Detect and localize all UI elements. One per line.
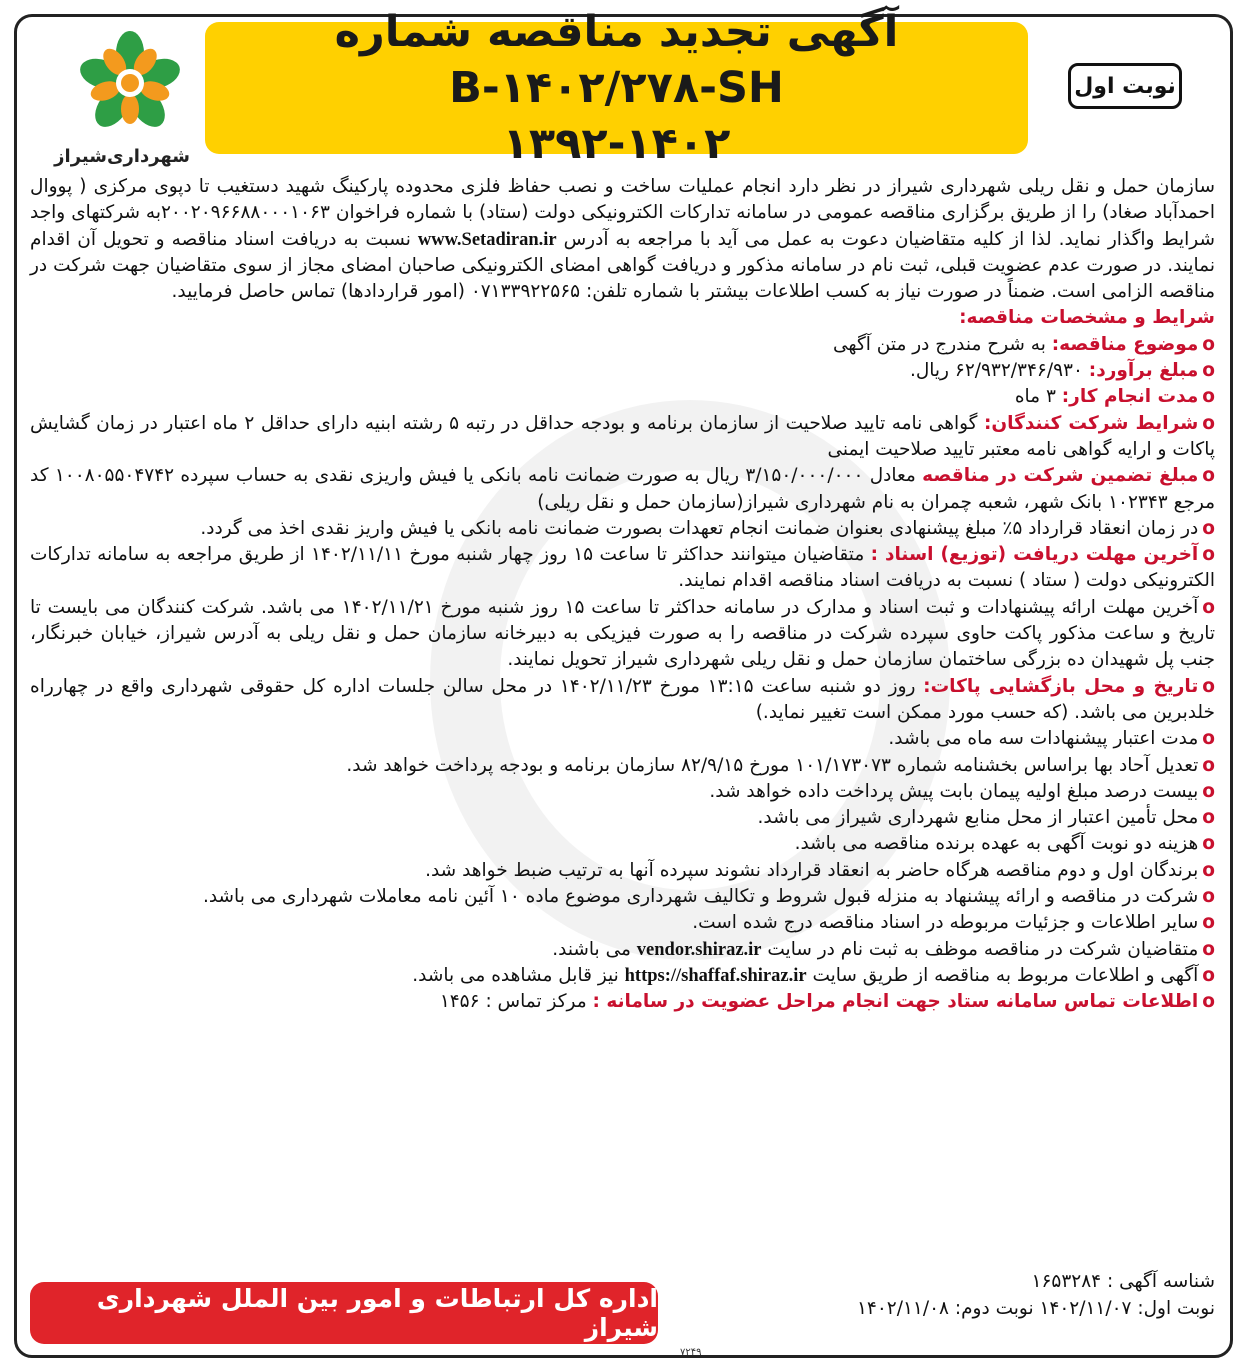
contact-text: مرکز تماس : ۱۴۵۶ (439, 991, 593, 1013)
item-text: در زمان انعقاد قرارداد ۵٪ مبلغ پیشنهادی بعنوان ضمانت انجام تعهدات بصورت ضمانت نامه بانکی یا فیش واریز نقدی اخذ می گردد. (200, 517, 1199, 539)
item-submission-deadline (30, 595, 1215, 674)
footer-banner: اداره کل ارتباطات و امور بین الملل شهرداری شیراز (30, 1282, 658, 1344)
item-label: شرایط شرکت کنندگان: (983, 412, 1199, 434)
item-label: موضوع مناقصه: (1051, 333, 1199, 355)
item-other-info (30, 910, 1215, 936)
publish-dates: نوبت اول: ۱۴۰۲/۱۱/۰۷ نوبت دوم: ۱۴۰۲/۱۱/۰۸ (857, 1298, 1215, 1319)
item-text: محل تأمین اعتبار از محل منابع شهرداری شیراز می باشد. (757, 807, 1199, 829)
item-document-deadline (30, 542, 1215, 595)
section-title: شرایط و مشخصات مناقصه: (959, 307, 1215, 329)
municipality-logo (54, 28, 190, 168)
intro-paragraph (30, 174, 1215, 305)
item-subject (30, 332, 1215, 358)
bullet: o (1202, 412, 1215, 434)
bullet: o (1202, 912, 1215, 934)
item-acceptance (30, 884, 1215, 910)
bullet: o (1202, 833, 1215, 855)
item-text: ۳ ماه (1014, 386, 1062, 408)
item-vendor (30, 937, 1215, 963)
item-eligibility (30, 411, 1215, 464)
item-text: هزینه دو نوبت آگهی به عهده برنده مناقصه می باشد. (794, 833, 1199, 855)
item-text: ۶۲/۹۳۲/۳۴۶/۹۳۰ ریال. (909, 360, 1089, 382)
item-funding (30, 805, 1215, 831)
item-text: شرکت در مناقصه و ارائه پیشنهاد به منزله قبول شروط و تکالیف شهرداری موضوع ماده ۱۰ آئین نامه معاملات شهرداری می باشد. (202, 886, 1199, 908)
contact-label: اطلاعات تماس سامانه ستاد جهت انجام مراحل عضویت در سامانه : (592, 991, 1199, 1013)
bullet: o (1202, 754, 1215, 776)
bullet: o (1202, 964, 1215, 986)
title-line-1: آگهی تجدید مناقصه شماره B-۱۴۰۲/۲۷۸-SH (334, 7, 899, 113)
title-line-2: ۱۳۹۲-۱۴۰۲ (502, 119, 731, 169)
item-text: آخرین مهلت ارائه پیشنهادات و ثبت اسناد و مدارک در سامانه حداکثر تا ساعت ۱۵ روز شنبه مورخ ۱۴۰۲/۱۱/۲۱ می باشد. شرکت کنندگان می بایست تا تاریخ و ساعت مذکور پاکت حاوی سپرده شرکت در مناقصه را به صورت فیزیکی به دبیرخانه سازمان حمل و نقل ریلی به آدرس شیراز، خیابان خبرنگار، جنب پل شهیدان ده بزرگی ساختمان سازمان حمل و نقل ریلی شهرداری شیراز تحویل نمایند. (30, 596, 1215, 671)
bullet: o (1202, 859, 1215, 881)
vendor-text: متقاضیان شرکت در مناقصه موظف به ثبت نام در سایت (761, 938, 1199, 960)
bullet: o (1202, 360, 1215, 382)
item-label: مبلغ برآورد: (1088, 360, 1199, 382)
print-code: ۷۲۴۹ (680, 1347, 702, 1358)
intro-text-1: سازمان حمل و نقل ریلی شهرداری شیراز در نظر دارد انجام عملیات ساخت و نصب حفاظ فلزی محدوده پارکینگ شهید دستغیب تا دپوی مرکزی ( پووال احمدآباد صغاد) را از طریق برگزاری مناقصه عمومی در سامانه تدارکات الکترونیکی دولت (ستاد) با شماره فراخوان ۲۰۰۲۰۹۶۶۸۸۰۰۰۱۰۶۳به شرکتهای واجد شرایط واگذار نماید. لذا از کلیه متقاضیان دعوت به عمل می آید با مراجعه به آدرس (30, 176, 1216, 250)
bullet: o (1202, 386, 1215, 408)
item-text: روز دو شنبه ساعت ۱۳:۱۵ مورخ ۱۴۰۲/۱۱/۲۳ در محل سالن جلسات اداره کل حقوقی شهرداری واقع در چهارراه خلدبرین می باشد. (که حسب مورد ممکن است تغییر نماید.) (30, 675, 1215, 723)
item-label: مبلغ تضمین شرکت در مناقصه (922, 465, 1199, 487)
item-estimate (30, 358, 1215, 384)
bullet: o (1202, 544, 1215, 566)
item-performance-bond (30, 516, 1215, 542)
item-text: گواهی نامه تایید صلاحیت از سازمان برنامه و بودجه حداقل در رتبه ۵ رشته ابنیه دارای حداقل ۲ ماه اعتبار در زمان گشایش پاکات و ارایه گواهی نامه معتبر تایید صلاحیت ایمنی (30, 412, 1215, 460)
item-prepayment (30, 779, 1215, 805)
bullet: o (1202, 780, 1215, 802)
item-text: تعدیل آحاد بها براساس بخشنامه شماره ۱۰۱/۱۷۳۰۷۳ مورخ ۸۲/۹/۱۵ سازمان برنامه و بودجه پرداخت خواهد شد. (346, 754, 1199, 776)
item-label: آخرین مهلت دریافت (توزیع) اسناد : (870, 544, 1199, 566)
vendor-link[interactable]: vendor.shiraz.ir (636, 939, 762, 960)
bullet: o (1202, 991, 1215, 1013)
setadiran-link[interactable]: www.Setadiran.ir (417, 229, 557, 250)
logo-caption: شهرداری‌شیراز (54, 146, 190, 167)
shaffaf-text: آگهی و اطلاعات مربوط به مناقصه از طریق سایت (806, 964, 1199, 986)
item-label: مدت انجام کار: (1061, 386, 1199, 408)
item-text: به شرح مندرج در متن آگهی (833, 333, 1052, 355)
vendor-text-end: می باشند. (552, 938, 637, 960)
item-forfeit (30, 858, 1215, 884)
ad-id: شناسه آگهی : ۱۶۵۳۲۸۴ (1031, 1271, 1215, 1292)
item-text: بیست درصد مبلغ اولیه پیمان بابت پیش پرداخت داده خواهد شد. (709, 780, 1199, 802)
item-opening (30, 674, 1215, 727)
item-text: متقاضیان میتوانند حداکثر تا ساعت ۱۵ روز چهار شنبه مورخ ۱۴۰۲/۱۱/۱۱ از طریق مراجعه به سامانه تدارکات الکترونیکی دولت ( ستاد ) نسبت به دریافت اسناد مناقصه اقدام نمایند. (30, 544, 1215, 592)
item-text: معادل ۳/۱۵۰/۰۰۰/۰۰۰ ریال به صورت ضمانت نامه بانکی یا فیش واریزی نقدی به حساب سپرده ۱۰۰۸۰۵۵۰۴۷۴۲ کد مرجع ۱۰۲۳۴۳ بانک شهر، شعبه چمران به نام شهرداری شیراز(سازمان حمل و نقل ریلی) (30, 465, 1215, 513)
ad-identifiers (857, 1268, 1215, 1322)
item-validity (30, 726, 1215, 752)
item-ad-cost (30, 831, 1215, 857)
bullet: o (1202, 333, 1215, 355)
item-contact (30, 989, 1215, 1015)
announcement-body (30, 174, 1215, 1274)
item-duration (30, 384, 1215, 410)
item-text: برندگان اول و دوم مناقصه هرگاه حاضر به انعقاد قرارداد نشوند سپرده آنها به ترتیب ضبط خواهد شد. (425, 859, 1199, 881)
issue-badge: نوبت اول (1068, 63, 1182, 109)
bullet: o (1202, 465, 1215, 487)
shaffaf-text-end: نیز قابل مشاهده می باشد. (412, 964, 625, 986)
shaffaf-link[interactable]: https://shaffaf.shiraz.ir (624, 965, 807, 986)
bullet: o (1202, 517, 1215, 539)
bullet: o (1202, 728, 1215, 750)
bullet: o (1202, 596, 1215, 618)
item-text: مدت اعتبار پیشنهادات سه ماه می باشد. (888, 728, 1199, 750)
bullet: o (1202, 807, 1215, 829)
intro-text-2: نسبت به دریافت اسناد مناقصه و تحویل آن اقدام نمایند. در صورت عدم عضویت قبلی، ثبت نام در سامانه مذکور و دریافت گواهی امضای الکترونیکی صاحبان امضای مجاز از سوی متقاضیان جهت شرکت در مناقصه الزامی است. ضمناً در صورت نیاز به کسب اطلاعات بیشتر با شماره تلفن: ۰۷۱۳۳۹۲۲۵۶۵ (امور قراردادها) تماس حاصل فرمایید. (30, 228, 1215, 303)
item-guarantee (30, 463, 1215, 516)
bullet: o (1202, 886, 1215, 908)
item-price-adjustment (30, 753, 1215, 779)
item-label: تاریخ و محل بازگشایی پاکات: (923, 675, 1199, 697)
bullet: o (1202, 938, 1215, 960)
flower-logo-icon (75, 28, 185, 138)
title-banner (205, 7, 1028, 169)
item-text: سایر اطلاعات و جزئیات مربوطه در اسناد مناقصه درج شده است. (692, 912, 1199, 934)
bullet: o (1202, 675, 1215, 697)
item-shaffaf (30, 963, 1215, 989)
